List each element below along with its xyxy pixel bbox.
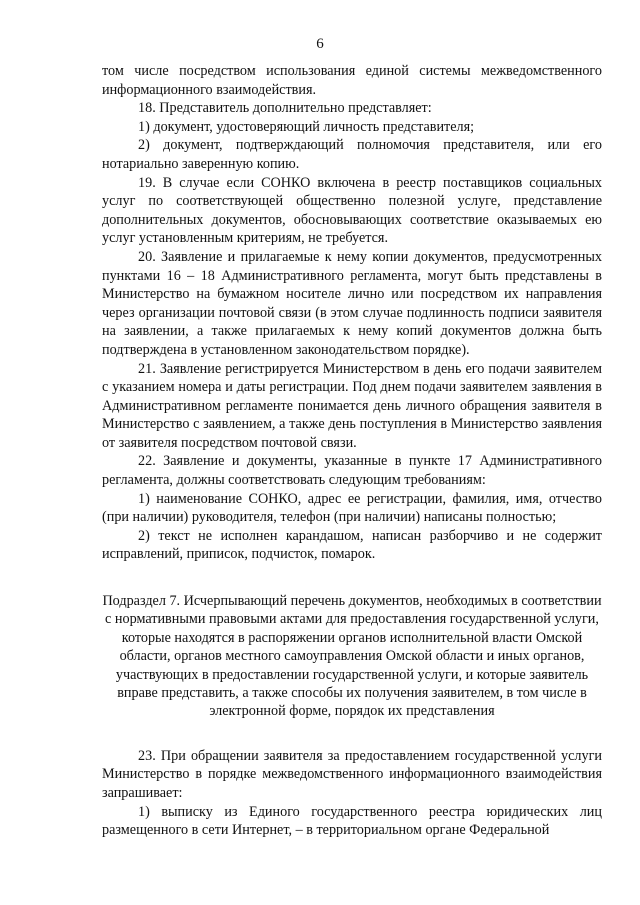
section-title: Подраздел 7. Исчерпывающий перечень документов, необходимых в соответствии с нормативными правовыми актами для предоставления государственной услуги, которые находятся в распоряжении органов исполнительной власти Омской области, органов местного самоуправления Омской области и иных органов, участвующих в предоставлении государственной услуги, и которые заявитель вправе представить, а также способы их получения заявителем, в том числе в электронной форме, порядок их представления xyxy=(102,593,602,720)
paragraph-22: 22. Заявление и документы, указанные в пункте 17 Административного регламента, должны соответствовать следующим требованиям: xyxy=(102,453,602,489)
list-item-22-2: 2) текст не исполнен карандашом, написан разборчиво и не содержит исправлений, приписок, подчисток, помарок. xyxy=(102,527,602,563)
list-item-22-1: 1) наименование СОНКО, адрес ее регистрации, фамилия, имя, отчество (при наличии) руководителя, телефон (при наличии) написаны полностью; xyxy=(102,490,602,526)
list-item-18-2: 2) документ, подтверждающий полномочия представителя, или его нотариально заверенную копию. xyxy=(102,137,602,172)
paragraph-20: 20. Заявление и прилагаемые к нему копии документов, предусмотренных пунктами 16 – 18 Административного регламента, могут быть представлены в Министерство на бумажном носителе лично или посредством их направления через организации почтовой связи (в этом случае подлинность подписи заявителя на заявлении, а также прилагаемых к нему копий документов должна быть подтверждена в установленном законодательством порядке). xyxy=(102,248,602,358)
document-body xyxy=(102,62,602,840)
paragraph-continuation: том числе посредством использования единой системы межведомственного информационного взаимодействия. xyxy=(102,63,602,98)
paragraph-18: 18. Представитель дополнительно представляет: xyxy=(138,100,432,117)
section-gap xyxy=(102,721,602,747)
paragraph-19: 19. В случае если СОНКО включена в реестр поставщиков социальных услуг по соответствующей общественно полезной услуге, представление дополнительных документов, обосновывающих соответствие оказываемых ею услуг установленным критериям, не требуется. xyxy=(102,174,602,247)
list-item-18-1: 1) документ, удостоверяющий личность представителя; xyxy=(138,118,475,135)
paragraph-23: 23. При обращении заявителя за предоставлением государственной услуги Министерство в порядке межведомственного информационного взаимодействия запрашивает: xyxy=(102,747,602,802)
page-number: 6 xyxy=(316,36,324,52)
list-item-23-1: 1) выписку из Единого государственного реестра юридических лиц размещенного в сети Интернет, – в территориальном органе Федеральной xyxy=(102,803,602,839)
paragraph-21: 21. Заявление регистрируется Министерством в день его подачи заявителем с указанием номера и даты регистрации. Под днем подачи заявителем заявления в Административном регламенте понимается день личного обращения заявителя в Министерство с заявлением, а также день поступления в Министерство заявления от заявителя посредством почтовой связи. xyxy=(102,360,602,451)
